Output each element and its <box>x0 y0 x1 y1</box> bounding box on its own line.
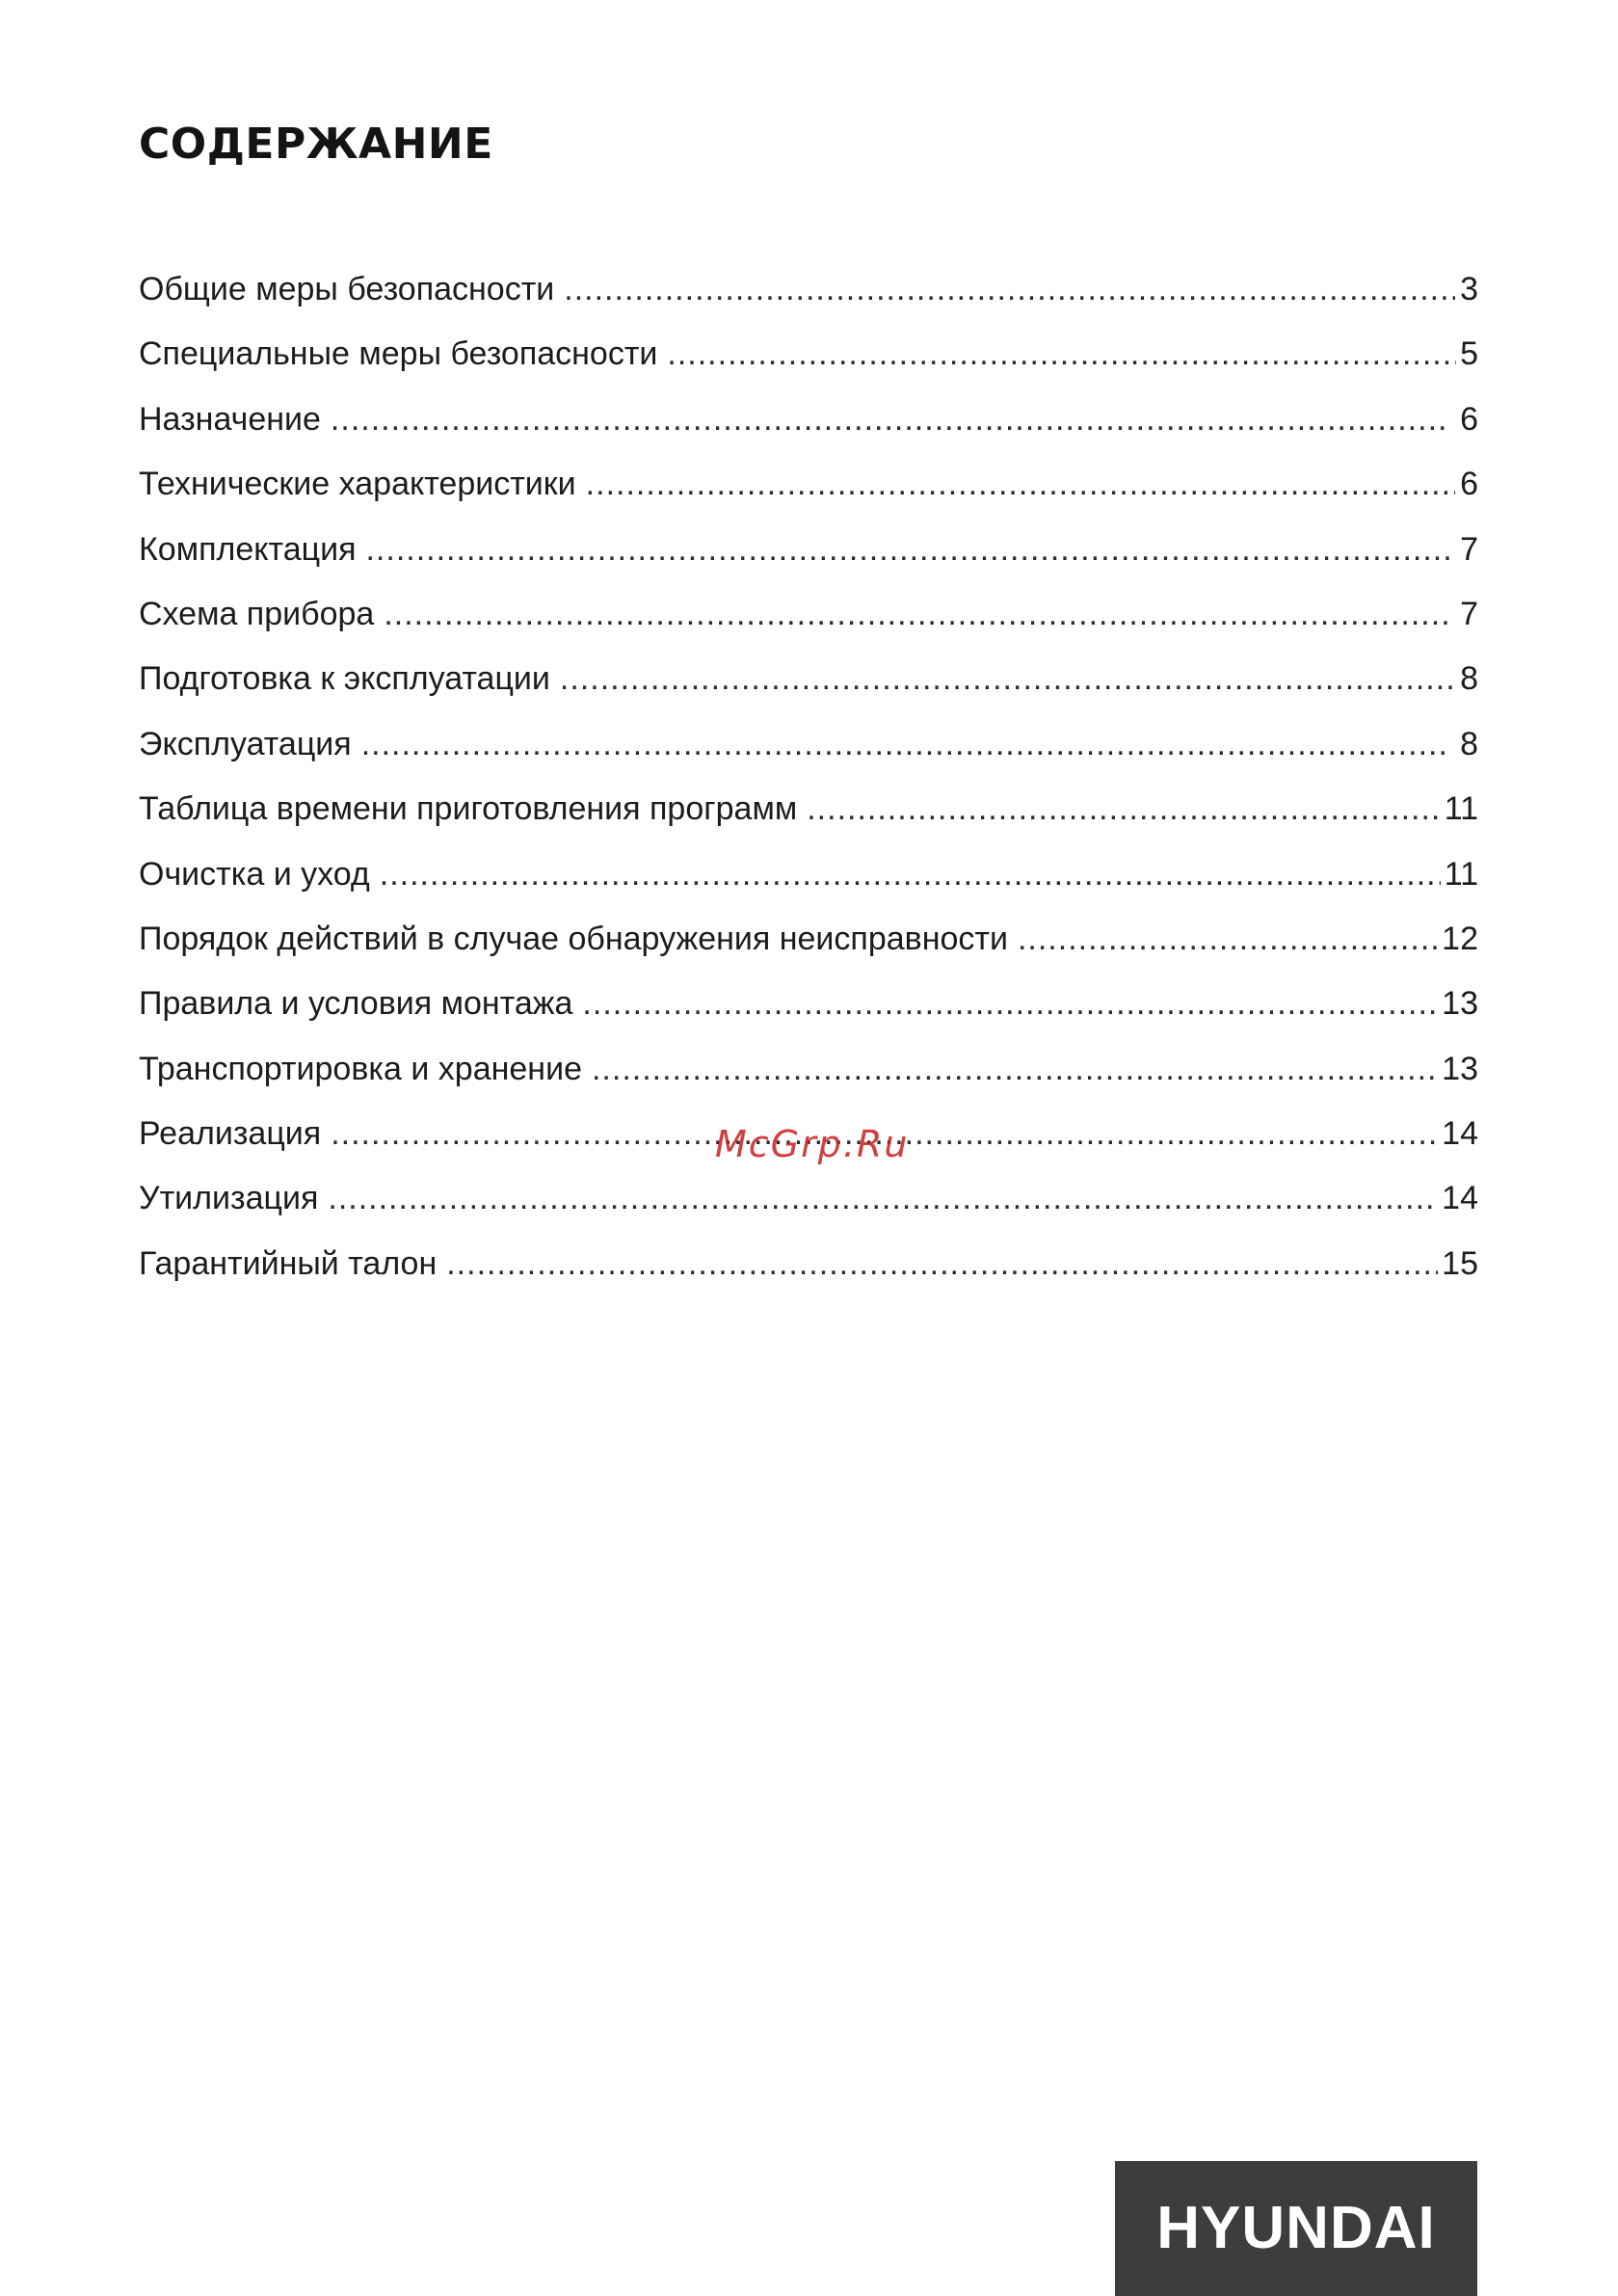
toc-entry-page: 12 <box>1442 920 1478 957</box>
toc-entry-page: 7 <box>1460 595 1478 632</box>
toc-entry[interactable] <box>139 786 1478 850</box>
toc-entry-page: 13 <box>1442 985 1478 1023</box>
toc-entry[interactable] <box>139 266 1478 331</box>
toc-entry[interactable] <box>139 591 1478 655</box>
toc-dot-leader <box>365 526 1450 573</box>
toc-entry[interactable] <box>139 916 1478 980</box>
toc-entry-label: Правила и условия монтажа <box>139 985 573 1023</box>
toc-entry-label: Технические характеристики <box>139 466 576 503</box>
toc-entry-page: 8 <box>1460 660 1478 698</box>
toc-entry-label: Назначение <box>139 400 321 438</box>
toc-dot-leader <box>446 1241 1438 1287</box>
toc-dot-leader <box>560 655 1455 702</box>
toc-dot-leader <box>361 721 1451 767</box>
toc-dot-leader <box>328 1175 1438 1221</box>
toc-dot-leader <box>564 266 1455 312</box>
toc-entry-label: Эксплуатация <box>139 725 352 762</box>
toc-entry[interactable] <box>139 396 1478 461</box>
toc-entry[interactable] <box>139 980 1478 1045</box>
brand-logo-box <box>1115 2161 1477 2296</box>
toc-entry-label: Транспортировка и хранение <box>139 1050 582 1087</box>
page-title: СОДЕРЖАНИЕ <box>139 120 493 169</box>
toc-entry-label: Порядок действий в случае обнаружения неисправности <box>139 920 1008 957</box>
toc-entry[interactable] <box>139 1175 1478 1240</box>
toc-entry-label: Схема прибора <box>139 595 375 632</box>
toc-entry[interactable] <box>139 721 1478 786</box>
toc-entry-label: Очистка и уход <box>139 855 370 893</box>
toc-entry-page: 15 <box>1442 1244 1478 1282</box>
toc-entry[interactable] <box>139 1241 1478 1305</box>
toc-dot-leader <box>592 1046 1438 1092</box>
toc-dot-leader <box>807 786 1440 832</box>
toc-entry-page: 11 <box>1444 855 1478 893</box>
toc-entry-label: Подготовка к эксплуатации <box>139 660 550 698</box>
toc-entry-label: Гарантийный талон <box>139 1244 438 1282</box>
toc-dot-leader <box>384 591 1451 637</box>
toc-dot-leader <box>586 461 1456 507</box>
toc-entry-page: 11 <box>1444 790 1478 828</box>
toc-entry-page: 6 <box>1460 466 1478 503</box>
toc-entry[interactable] <box>139 1046 1478 1110</box>
toc-entry-page: 14 <box>1442 1180 1478 1217</box>
toc-dot-leader <box>331 396 1450 442</box>
toc-entry-page: 6 <box>1460 400 1478 438</box>
toc-entry-page: 13 <box>1442 1050 1478 1087</box>
toc-entry-page: 3 <box>1460 271 1478 307</box>
toc-entry[interactable] <box>139 655 1478 720</box>
toc-entry-label: Реализация <box>139 1115 322 1153</box>
toc-entry-label: Таблица времени приготовления программ <box>139 790 798 828</box>
toc-entry[interactable] <box>139 526 1478 591</box>
watermark-text: McGrp.Ru <box>715 1123 910 1165</box>
toc-entry-page: 7 <box>1460 530 1478 568</box>
toc-entry-label: Комплектация <box>139 530 357 568</box>
toc-entry-page: 8 <box>1460 725 1478 762</box>
toc-entry[interactable] <box>139 461 1478 525</box>
toc-dot-leader <box>380 851 1441 897</box>
toc-entry-page: 14 <box>1442 1115 1478 1153</box>
toc-entry-label: Утилизация <box>139 1180 319 1217</box>
toc-dot-leader <box>667 331 1456 377</box>
toc-entry-page: 5 <box>1460 335 1478 373</box>
toc-entry-label: Общие меры безопасности <box>139 271 555 307</box>
toc-dot-leader <box>582 980 1438 1027</box>
brand-logo: HYUNDAI <box>1156 2195 1436 2261</box>
toc-dot-leader <box>1018 916 1438 962</box>
toc-entry[interactable] <box>139 331 1478 395</box>
toc-entry-label: Специальные меры безопасности <box>139 335 658 373</box>
toc-entry[interactable] <box>139 851 1478 916</box>
